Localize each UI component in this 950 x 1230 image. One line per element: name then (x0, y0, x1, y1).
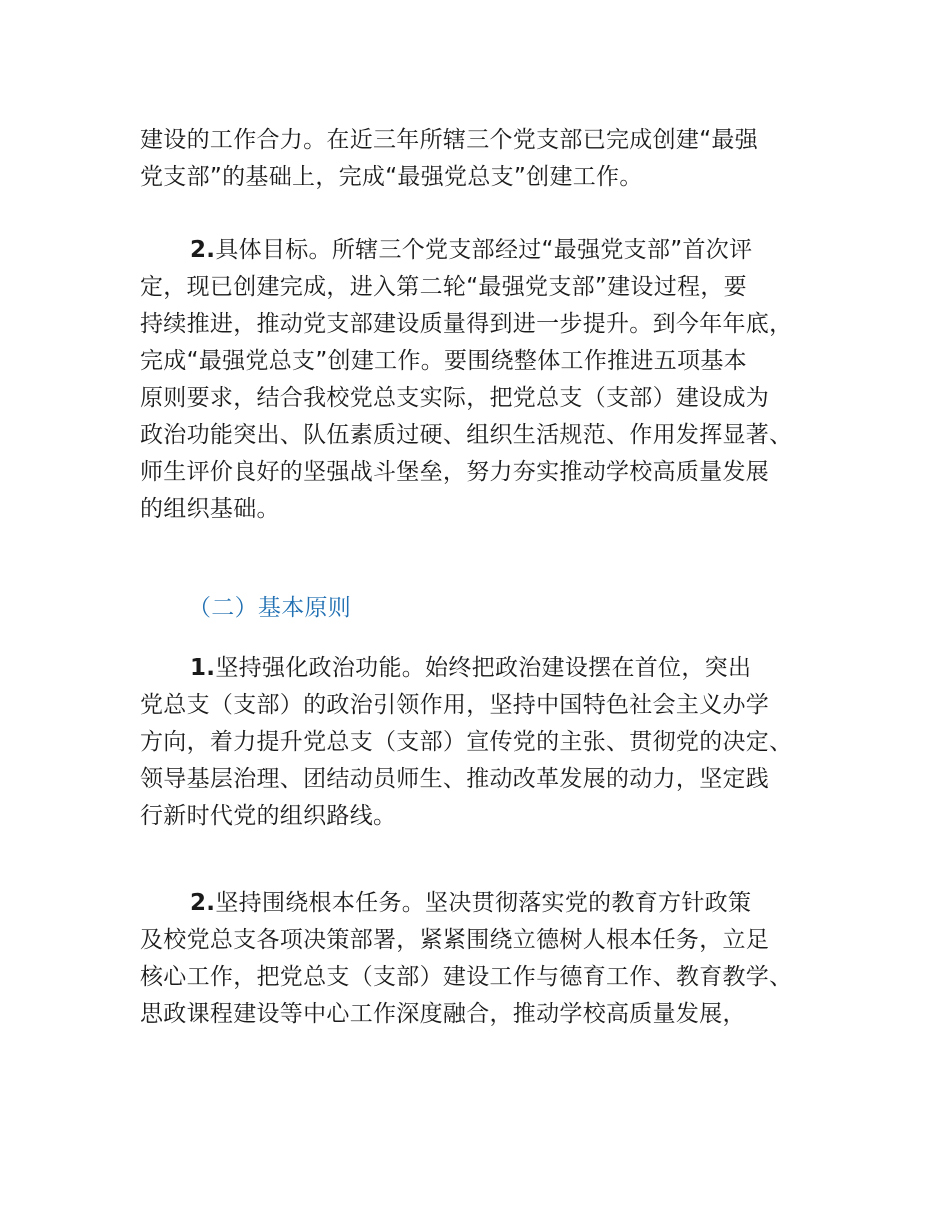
paragraph-specific-goals (140, 232, 840, 528)
text-line: 的组织基础。 (140, 496, 280, 522)
text-line: 及校党总支各项决策部署，紧紧围绕立德树人根本任务，立足 (140, 927, 770, 953)
item-text: 具体目标。所辖三个党支部经过“最强党支部”首次评 (215, 237, 753, 263)
text-line: 行新时代党的组织路线。 (140, 803, 397, 829)
paragraph-principle-2 (140, 885, 840, 1033)
text-line: 思政课程建设等中心工作深度融合，推动学校高质量发展， (140, 1001, 746, 1027)
text-line: 核心工作，把党总支（支部）建设工作与德育工作、教育教学、 (140, 964, 793, 990)
text-line: 师生评价良好的坚强战斗堡垒，努力夯实推动学校高质量发展 (140, 459, 770, 485)
item-number: 2. (190, 237, 216, 263)
text-line: 党总支（支部）的政治引领作用，坚持中国特色社会主义办学 (140, 692, 770, 718)
paragraph-principle-1 (140, 650, 840, 835)
text-line: 方向，着力提升党总支（支部）宣传党的主张、贯彻党的决定、 (140, 729, 793, 755)
text-line (140, 885, 840, 922)
text-line: 定，现已创建完成，进入第二轮“最强党支部”建设过程，要 (140, 274, 747, 300)
text-line (140, 232, 840, 269)
item-number: 2. (190, 890, 216, 916)
text-line (140, 650, 840, 687)
item-text: 坚持围绕根本任务。坚决贯彻落实党的教育方针政策 (215, 890, 752, 916)
text-line: 党支部”的基础上，完成“最强党总支”创建工作。 (140, 164, 643, 190)
text-line: 持续推进，推动党支部建设质量得到进一步提升。到今年年底， (140, 311, 793, 337)
text-line: 完成“最强党总支”创建工作。要围绕整体工作推进五项基本 (140, 348, 747, 374)
item-number: 1. (190, 655, 216, 681)
section-heading: （二）基本原则 (188, 595, 352, 621)
text-line: 政治功能突出、队伍素质过硬、组织生活规范、作用发挥显著、 (140, 422, 793, 448)
text-line: 建设的工作合力。在近三年所辖三个党支部已完成创建“最强 (140, 127, 759, 153)
text-line: 原则要求，结合我校党总支实际，把党总支（支部）建设成为 (140, 385, 770, 411)
text-line: 领导基层治理、团结动员师生、推动改革发展的动力，坚定践 (140, 766, 770, 792)
paragraph-continuation (140, 122, 840, 196)
item-text: 坚持强化政治功能。始终把政治建设摆在首位，突出 (215, 655, 752, 681)
